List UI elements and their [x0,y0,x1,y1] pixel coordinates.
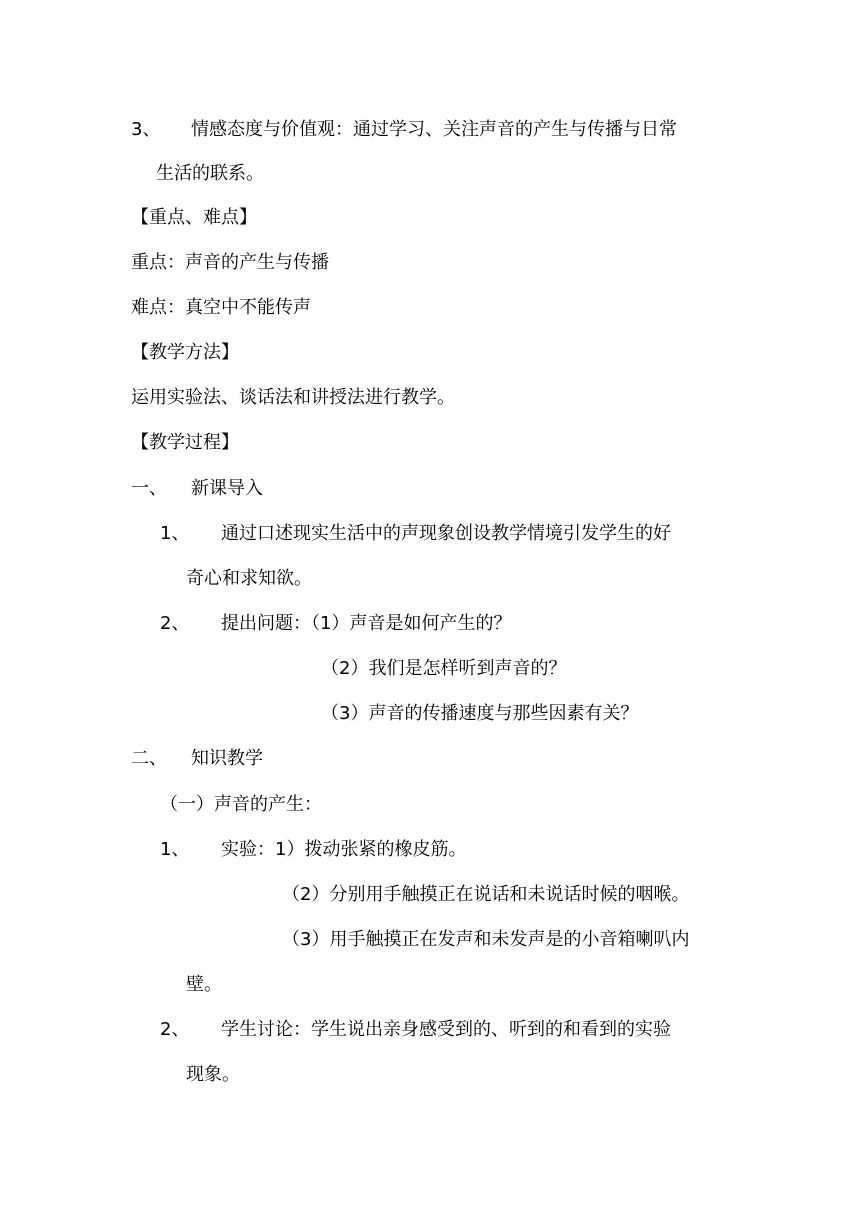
section2-item1-experiment3-continuation: 壁。 [186,974,222,995]
section1-number: 一、 [131,478,167,499]
method-text: 运用实验法、谈话法和讲授法进行教学。 [131,387,455,408]
section2-item2-number: 2、 [160,1019,190,1040]
section1-item1-continuation: 奇心和求知欲。 [186,568,312,589]
method-heading: 【教学方法】 [131,342,239,363]
goal3-number: 3、 [131,119,161,140]
section2-item1-number: 1、 [160,839,190,860]
section2-number: 二、 [131,748,167,769]
section2-subheading: （一）声音的产生： [160,794,322,815]
section2-item1-experiment3: （3）用手触摸正在发声和未发声是的小音箱喇叭内 [282,929,690,950]
section1-item2-number: 2、 [160,613,190,634]
section2-title: 知识教学 [191,748,263,769]
focus-heading: 【重点、难点】 [131,207,257,228]
section1-item1-number: 1、 [160,523,190,544]
focus-key-point: 重点：声音的产生与传播 [131,252,329,273]
section1-item2-text: 提出问题：（1）声音是如何产生的？ [221,613,512,634]
focus-difficult-point: 难点：真空中不能传声 [131,297,311,318]
section2-item1-experiment2: （2）分别用手触摸正在说话和未说话时候的咽喉。 [282,884,690,905]
section1-item2-question2: （2）我们是怎样听到声音的？ [321,658,567,679]
section1-item1-text: 通过口述现实生活中的声现象创设教学情境引发学生的好 [221,523,671,544]
section1-item2-question3: （3）声音的传播速度与那些因素有关？ [321,703,639,724]
process-heading: 【教学过程】 [131,432,239,453]
goal3-continuation: 生活的联系。 [156,163,264,184]
section1-title: 新课导入 [191,478,263,499]
goal3-text: 情感态度与价值观：通过学习、关注声音的产生与传播与日常 [191,119,677,140]
section2-item1-text: 实验：1）拨动张紧的橡皮筋。 [221,839,467,860]
section2-item2-text: 学生讨论：学生说出亲身感受到的、听到的和看到的实验 [221,1019,671,1040]
section2-item2-continuation: 现象。 [186,1064,240,1085]
